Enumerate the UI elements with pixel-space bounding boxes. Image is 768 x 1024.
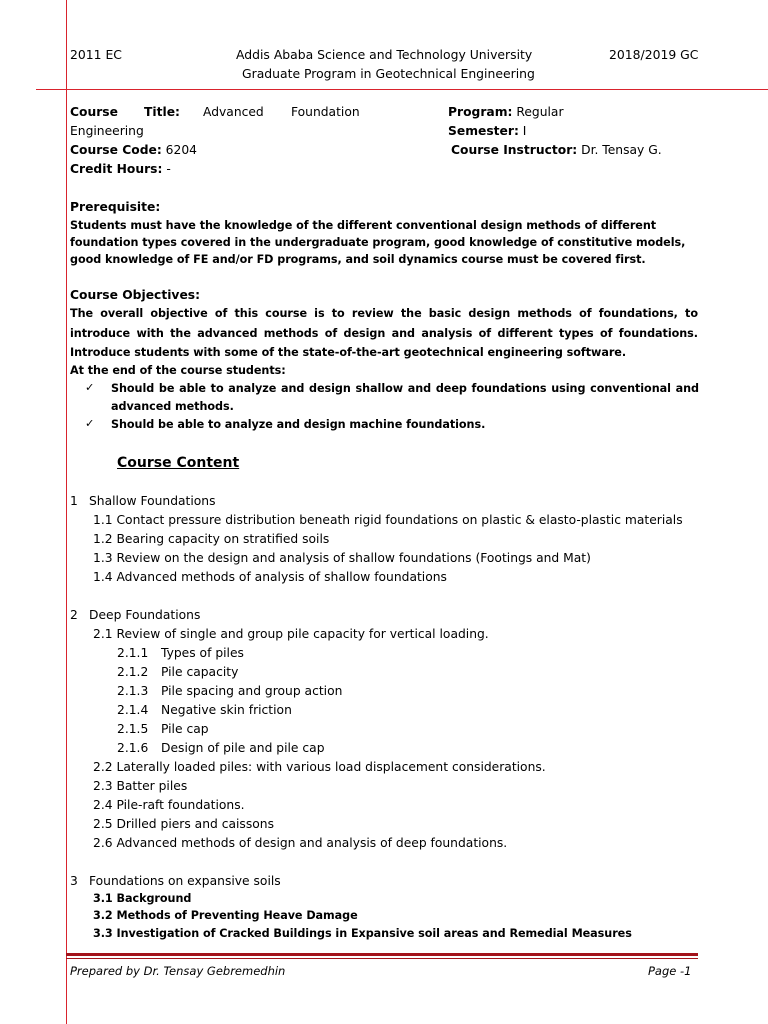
item-3-1: 3.1 Background — [93, 892, 192, 905]
header-university: Addis Ababa Science and Technology University — [236, 47, 533, 62]
item-1-1: 1.1 Contact pressure distribution beneath rigid foundations on plastic & elasto-plastic materials — [93, 513, 683, 527]
header-program: Graduate Program in Geotechnical Engineering — [242, 66, 535, 81]
section-3-title: Foundations on expansive soils — [89, 874, 281, 888]
subitem-2-1-4 — [117, 701, 292, 720]
item-3-3: 3.3 Investigation of Cracked Buildings in Expansive soil areas and Remedial Measures — [93, 927, 632, 940]
subitem-number: 2.1.6 — [117, 741, 149, 755]
credit-hours-label: Credit Hours: — [70, 162, 163, 176]
section-2-heading — [70, 606, 200, 625]
instructor-value: Dr. Tensay G. — [577, 143, 662, 157]
item-1-2: 1.2 Bearing capacity on stratified soils — [93, 532, 330, 546]
program-value: Regular — [512, 105, 564, 119]
footer-prepared-by: Prepared by Dr. Tensay Gebremedhin — [70, 964, 286, 978]
prerequisite-heading: Prerequisite: — [70, 200, 161, 214]
item-2-5: 2.5 Drilled piers and caissons — [93, 817, 274, 831]
section-2-title: Deep Foundations — [89, 608, 201, 622]
course-instructor — [451, 141, 662, 160]
objectives-heading: Course Objectives: — [70, 288, 201, 302]
item-2-2: 2.2 Laterally loaded piles: with various load displacement considerations. — [93, 760, 546, 774]
subitem-number: 2.1.4 — [117, 703, 149, 717]
subitem-text: Design of pile and pile cap — [161, 741, 325, 755]
prerequisite-text: Students must have the knowledge of the different conventional design methods of different foundation types covered in the undergraduate program, good knowledge of constitutive models, good knowledge of FE and/or FD programs, and soil dynamics course must be covered first. — [70, 219, 686, 267]
subitem-number: 2.1.3 — [117, 684, 149, 698]
item-1-4: 1.4 Advanced methods of analysis of shallow foundations — [93, 570, 447, 584]
program-label: Program: — [448, 105, 513, 119]
footer-rule-thick — [66, 953, 698, 956]
subitem-text: Types of piles — [161, 646, 244, 660]
program — [448, 103, 564, 122]
item-2-1: 2.1 Review of single and group pile capacity for vertical loading. — [93, 627, 489, 641]
footer-rule-thin — [66, 958, 698, 959]
course-title-word-foundation: Foundation — [291, 105, 360, 119]
subitem-2-1-2 — [117, 663, 238, 682]
item-3-2: 3.2 Methods of Preventing Heave Damage — [93, 909, 358, 922]
course-title-label-2: Title: — [144, 105, 180, 119]
subitem-2-1-3 — [117, 682, 342, 701]
course-code-value: 6204 — [161, 143, 197, 157]
subitem-number: 2.1.5 — [117, 722, 149, 736]
left-margin-rule — [66, 0, 67, 1024]
subitem-2-1-5 — [117, 720, 209, 739]
section-3-number: 3 — [70, 874, 78, 888]
objective-bullet-1: Should be able to analyze and design shallow and deep foundations using conventional and advanced methods. — [111, 382, 699, 413]
item-2-6: 2.6 Advanced methods of design and analysis of deep foundations. — [93, 836, 508, 850]
instructor-label: Course Instructor: — [451, 143, 578, 157]
section-1-number: 1 — [70, 494, 78, 508]
item-1-3: 1.3 Review on the design and analysis of shallow foundations (Footings and Mat) — [93, 551, 591, 565]
objective-bullet-2: Should be able to analyze and design machine foundations. — [111, 418, 486, 431]
subitem-2-1-6 — [117, 739, 325, 758]
course-title-label-1: Course — [70, 105, 118, 119]
course-code-label: Course Code: — [70, 143, 162, 157]
credit-hours — [70, 160, 171, 179]
section-3-heading — [70, 872, 281, 891]
footer-page-number: Page -1 — [648, 964, 692, 978]
subitem-number: 2.1.1 — [117, 646, 149, 660]
subitem-text: Pile capacity — [161, 665, 239, 679]
objectives-end-intro: At the end of the course students: — [70, 364, 286, 377]
header-rule — [36, 89, 768, 90]
subitem-number: 2.1.2 — [117, 665, 149, 679]
bullet2-check-icon: ✓ — [85, 417, 95, 430]
item-2-3: 2.3 Batter piles — [93, 779, 188, 793]
subitem-text: Pile cap — [161, 722, 209, 736]
credit-hours-value: - — [162, 162, 171, 176]
section-1-title: Shallow Foundations — [89, 494, 216, 508]
bullet1-check-icon: ✓ — [85, 381, 95, 394]
course-content-title: Course Content — [117, 455, 240, 471]
header-right: 2018/2019 GC — [609, 47, 699, 62]
section-1-heading — [70, 492, 216, 511]
course-title-word-advanced: Advanced — [203, 105, 264, 119]
subitem-text: Pile spacing and group action — [161, 684, 343, 698]
semester — [448, 122, 526, 141]
course-title-line2: Engineering — [70, 124, 144, 138]
subitem-text: Negative skin friction — [161, 703, 292, 717]
objectives-text: The overall objective of this course is to review the basic design methods of foundations, to introduce with the advanced methods of design and analysis of different types of foundations. Introduce students with some of the state-of-the-art geotechnical engineering software. — [70, 307, 698, 359]
semester-label: Semester: — [448, 124, 519, 138]
section-2-number: 2 — [70, 608, 78, 622]
semester-value: I — [518, 124, 527, 138]
item-2-4: 2.4 Pile-raft foundations. — [93, 798, 245, 812]
subitem-2-1-1 — [117, 644, 244, 663]
course-code — [70, 141, 197, 160]
header-left: 2011 EC — [70, 47, 122, 62]
